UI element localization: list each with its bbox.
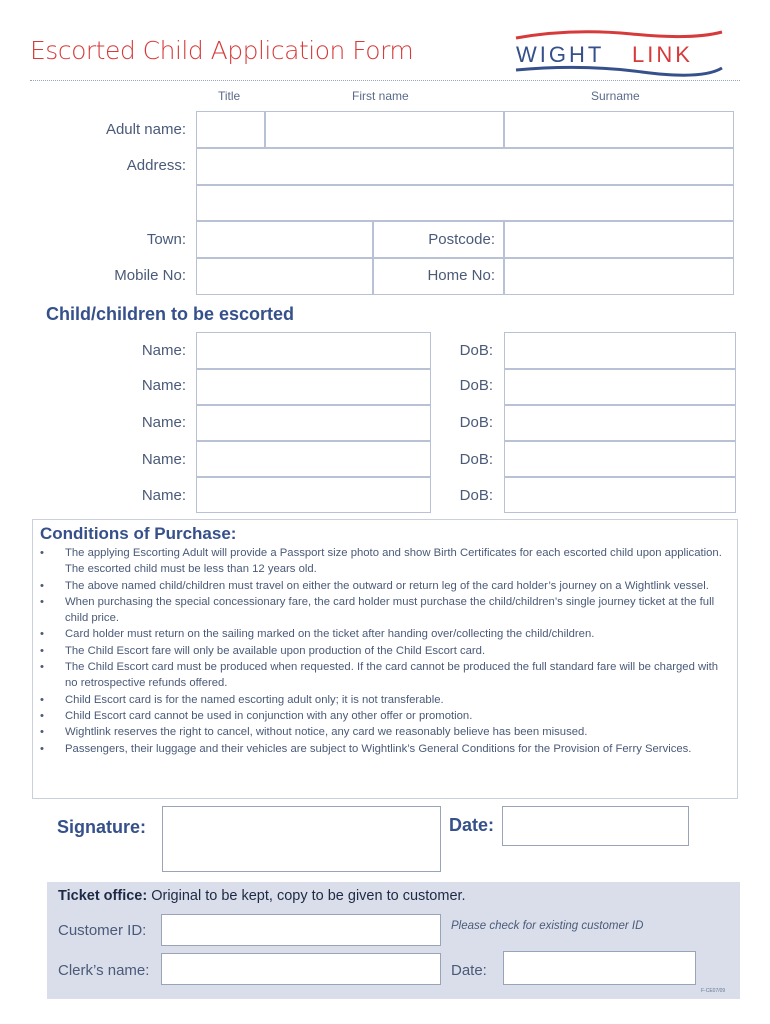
children-heading: Child/children to be escorted	[46, 304, 295, 324]
child-4-dob-label: DoB:	[459, 451, 493, 468]
condition-item: • Card holder must return on the sailing marked on the ticket after handing over/collecting the child/children.	[40, 626, 730, 642]
address-line-2-field[interactable]	[196, 185, 734, 221]
clerk-name-field[interactable]	[161, 953, 441, 985]
condition-item: • Passengers, their luggage and their vehicles are subject to Wightlink’s General Conditions for the Provision of Ferry Services.	[40, 741, 730, 757]
child-1-dob-field[interactable]	[504, 332, 736, 369]
condition-item: • The Child Escort card must be produced when requested. If the card cannot be produced the full standard fare will be charged with no retrospective refunds offered.	[40, 659, 730, 692]
adult-first-name-field[interactable]	[265, 111, 504, 148]
signature-field[interactable]	[162, 806, 441, 872]
condition-item: • Wightlink reserves the right to cancel, without notice, any card we reasonably believe has been misused.	[40, 724, 730, 740]
condition-item: • The above named child/children must travel on either the outward or return leg of the card holder’s journey on a Wightlink vessel.	[40, 578, 730, 594]
form-code: F-CE07/09	[701, 988, 726, 994]
child-2-dob-field[interactable]	[504, 369, 736, 405]
clerk-name-label: Clerk’s name:	[58, 962, 150, 979]
child-4-dob-field[interactable]	[504, 441, 736, 477]
child-2-name-label: Name:	[141, 377, 186, 394]
child-4-name-field[interactable]	[196, 441, 431, 477]
customer-id-label: Customer ID:	[58, 922, 147, 939]
office-date-field[interactable]	[503, 951, 696, 985]
child-3-name-label: Name:	[141, 414, 186, 431]
date-field[interactable]	[502, 806, 689, 846]
town-label: Town:	[146, 231, 186, 248]
child-1-dob-label: DoB:	[459, 342, 493, 359]
logo-swoosh-bottom	[516, 67, 722, 75]
postcode-field[interactable]	[504, 221, 734, 258]
col-header-title: Title	[218, 89, 241, 103]
wightlink-logo	[512, 28, 727, 80]
child-1-name-field[interactable]	[196, 332, 431, 369]
child-5-name-label: Name:	[141, 487, 186, 504]
col-header-surname: Surname	[591, 89, 640, 103]
child-5-dob-field[interactable]	[504, 477, 736, 513]
condition-item: • When purchasing the special concessionary fare, the card holder must purchase the child/children’s single journey ticket at the full child price.	[40, 594, 730, 627]
condition-item: • Child Escort card cannot be used in conjunction with any other offer or promotion.	[40, 708, 730, 724]
logo-swoosh-top	[516, 32, 722, 38]
condition-item: • The Child Escort fare will only be available upon production of the Child Escort card.	[40, 643, 730, 659]
child-2-name-field[interactable]	[196, 369, 431, 405]
child-5-dob-label: DoB:	[459, 487, 493, 504]
adult-name-label: Adult name:	[105, 121, 186, 138]
child-2-dob-label: DoB:	[459, 377, 493, 394]
mobile-field[interactable]	[196, 258, 373, 295]
office-date-label: Date:	[451, 962, 487, 979]
adult-title-field[interactable]	[196, 111, 265, 148]
child-3-dob-field[interactable]	[504, 405, 736, 441]
mobile-label: Mobile No:	[114, 267, 186, 284]
home-phone-field[interactable]	[504, 258, 734, 295]
address-label: Address:	[126, 157, 186, 174]
home-label: Home No:	[427, 267, 495, 284]
town-field[interactable]	[196, 221, 373, 258]
adult-surname-field[interactable]	[504, 111, 734, 148]
conditions-list	[40, 545, 730, 757]
customer-id-field[interactable]	[161, 914, 441, 946]
child-5-name-field[interactable]	[196, 477, 431, 513]
ticket-office-heading-rest: Original to be kept, copy to be given to customer.	[151, 888, 466, 904]
ticket-office-panel	[47, 882, 740, 999]
child-3-dob-label: DoB:	[459, 414, 493, 431]
child-4-name-label: Name:	[141, 451, 186, 468]
ticket-office-heading-bold: Ticket office:	[58, 888, 148, 904]
date-label: Date:	[449, 815, 495, 835]
header-divider	[30, 80, 740, 81]
condition-item: • Child Escort card is for the named escorting adult only; it is not transferable.	[40, 692, 730, 708]
child-1-name-label: Name:	[141, 342, 186, 359]
condition-item: • The applying Escorting Adult will provide a Passport size photo and show Birth Certificates for each escorted child upon application. The escorted child must be less than 12 years old.	[40, 545, 730, 578]
postcode-label: Postcode:	[428, 231, 495, 248]
logo-text-link: LINK	[632, 42, 693, 67]
logo-text-wight: WIGHT	[516, 42, 605, 67]
ticket-office-heading	[58, 888, 466, 904]
children-table	[0, 332, 770, 513]
child-3-name-field[interactable]	[196, 405, 431, 441]
customer-id-hint: Please check for existing customer ID	[451, 920, 644, 932]
col-header-first-name: First name	[352, 89, 409, 103]
address-line-1-field[interactable]	[196, 148, 734, 185]
page-title: Escorted Child Application Form	[30, 36, 414, 65]
conditions-heading: Conditions of Purchase:	[40, 524, 237, 543]
signature-label: Signature:	[57, 817, 147, 837]
